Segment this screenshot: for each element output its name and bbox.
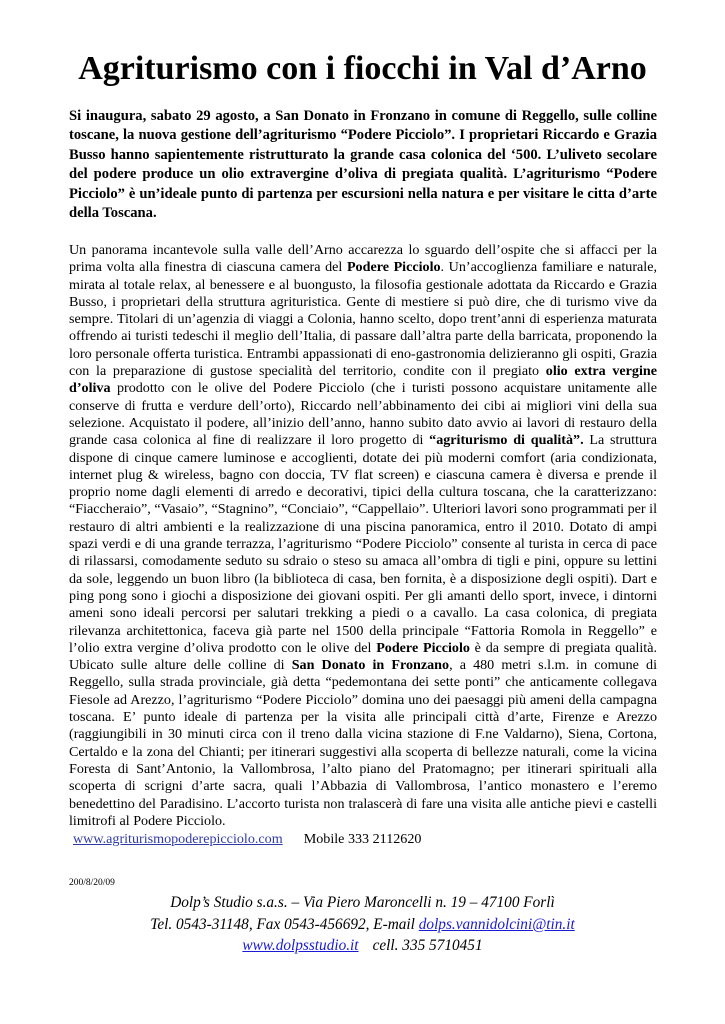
footer-web-line xyxy=(0,935,725,957)
body-text-segment: . Un’accoglienza familiare e naturale, mirata al totale relax, al benessere e al buongusto, la filosofia gestionale adottata da Riccardo e Grazia Busso, i proprietari della struttura agrituristica. Gente di mestiere si può dire, che di turismo vive da sempre. Titolari di un’agenzia di viaggi a Colonia, hanno scelto, dopo trent’anni di esperienza maturata offrendo ai turisti tedeschi il meglio dell’Italia, di passare dall’altra parte della barricata, proponendo la loro personale offerta turistica. Entrambi appassionati di eno-gastronomia delizieranno gli ospiti, Grazia con la preparazione di gustose specialità del territorio, condite con il pregiato xyxy=(69,259,657,380)
bold-podere-picciolo: Podere Picciolo xyxy=(346,259,441,276)
footer xyxy=(0,892,725,957)
footer-cell: cell. 335 5710451 xyxy=(372,937,483,954)
agriturismo-website-link[interactable]: www.agriturismopoderepicciolo.com xyxy=(73,831,283,847)
body-text-segment: , a 480 metri s.l.m. in comune di Reggello, sulla strada provinciale, già detta “pedemontana dei sette ponti” che anticamente collegava Fiesole ad Arezzo, l’agriturismo “Podere Picciolo” domina uno dei paesaggi più ameni della campagna toscana. E’ punto ideale di partenza per la visita alle principali città d’arte, Firenze e Arezzo (raggiungibili in 30 minuti circa con il treno dalla vicina stazione di F.ne Valdarno), Siena, Cortona, Certaldo e la zona del Chianti; per itinerari suggestivi alla scoperta di bellezze naturali, come la vicina Foresta di Sant’Antonio, la Vallombrosa, l’alto piano del Pratomagno; per itinerari spirituali alla scoperta di scrigni d’arte sacra, quali l’Abbazia di Vallombrosa, l’antico monastero e l’eremo benedettino del Paradisino. L’accorto turista non tralascerà di fare una visita alle antiche pievi e castelli limitrofi al Podere Picciolo. xyxy=(69,657,657,829)
body-text-segment: è da sempre di pregiata qualità. Ubicato sulle alture delle colline di xyxy=(69,639,657,674)
bold-olio-extra-vergine: olio extra vergine d’oliva xyxy=(69,363,657,397)
body-text-segment: La struttura dispone di cinque camere luminose e accoglienti, dotate dei più moderni comfort (aria condizionata, internet plug & wireless, bagno con doccia, TV flat screen) e ciascuna camera è diversa e prende il proprio nome dagli elementi di arredo e decorativi, tipici della cultura toscana, che la caratterizzano: “Fiaccheraio”, “Vasaio”, “Stagnino”, “Conciaio”, “Cappellaio”. Ulteriori lavori sono programmati per il restauro di altri ambienti e la realizzazione di una piscina panoramica, entro il 2010. Dotato di ampi spazi verdi e di una grande terrazza, l’agriturismo “Podere Picciolo” consente al turista in cerca di pace di rilassarsi, comodamente seduto su sdraio o steso su amaca all’ombra di tigli e pini, oppure su lettini da sole, leggendo un buon libro (la biblioteca di casa, ben fornita, è a disposizione degli ospiti). Dart e ping pong sono i giochi a disposizione dei giovani ospiti. Per gli amanti dello sport, invece, i dintorni ameni sono ideali percorsi per salutari trekking a piedi o a cavallo. La casa colonica, di pregiata rilevanza architettonica, faceva già parte nel 1500 della principale “Fattoria Romola in Reggello” e l’olio extra vergine d’oliva prodotto con le olive del xyxy=(69,432,657,656)
footer-address: Dolp’s Studio s.a.s. – Via Piero Maroncelli n. 19 – 47100 Forlì xyxy=(170,894,555,911)
page-title: Agriturismo con i fiocchi in Val d’Arno xyxy=(78,50,647,87)
release-date: 200/8/20/09 xyxy=(69,878,115,888)
footer-phone-line xyxy=(0,914,725,936)
body-paragraph xyxy=(69,242,657,830)
body-text-segment: Un panorama incantevole sulla valle dell’Arno accarezza lo sguardo dell’ospite che si affacci per la prima volta alla finestra di ciascuna camera del xyxy=(69,242,657,276)
body-text-segment: prodotto con le olive del Podere Picciolo (che i turisti possono acquistare unitamente alle conserve di frutta e verdure dell’orto), Riccardo nell’abbinamento dei cibi ai migliori vini della sua selezione. Acquistato il podere, all’inizio dell’anno, hanno subito dato avvio ai lavori di restauro della grande casa colonica al fine di realizzare il loro progetto di xyxy=(69,380,657,449)
footer-phone-fax: Tel. 0543-31148, Fax 0543-456692, E-mail xyxy=(150,915,419,933)
bold-agriturismo-di-qualita: “agriturismo di qualità”. xyxy=(429,432,584,449)
footer-website-link[interactable]: www.dolpsstudio.it xyxy=(242,937,359,954)
bold-podere-picciolo-2: Podere Picciolo xyxy=(376,639,470,656)
footer-email-link[interactable]: dolps.vannidolcini@tin.it xyxy=(418,915,575,933)
bold-san-donato: San Donato in Fronzano xyxy=(291,657,450,674)
contact-line xyxy=(73,830,663,848)
lead-paragraph: Si inaugura, sabato 29 agosto, a San Donato in Fronzano in comune di Reggello, sulle colline toscane, la nuova gestione dell’agriturismo “Podere Picciolo”. I proprietari Riccardo e Grazia Busso hanno sapientemente ristrutturato la grande casa colonica del ‘500. L’uliveto secolare del podere produce un olio extravergine d’oliva di pregiata qualità. L’agriturismo “Podere Picciolo” è un’ideale punto di partenza per escursioni nella natura e per visitare le citta d’arte della Toscana. xyxy=(69,108,657,222)
mobile-number: Mobile 333 2112620 xyxy=(303,831,422,847)
